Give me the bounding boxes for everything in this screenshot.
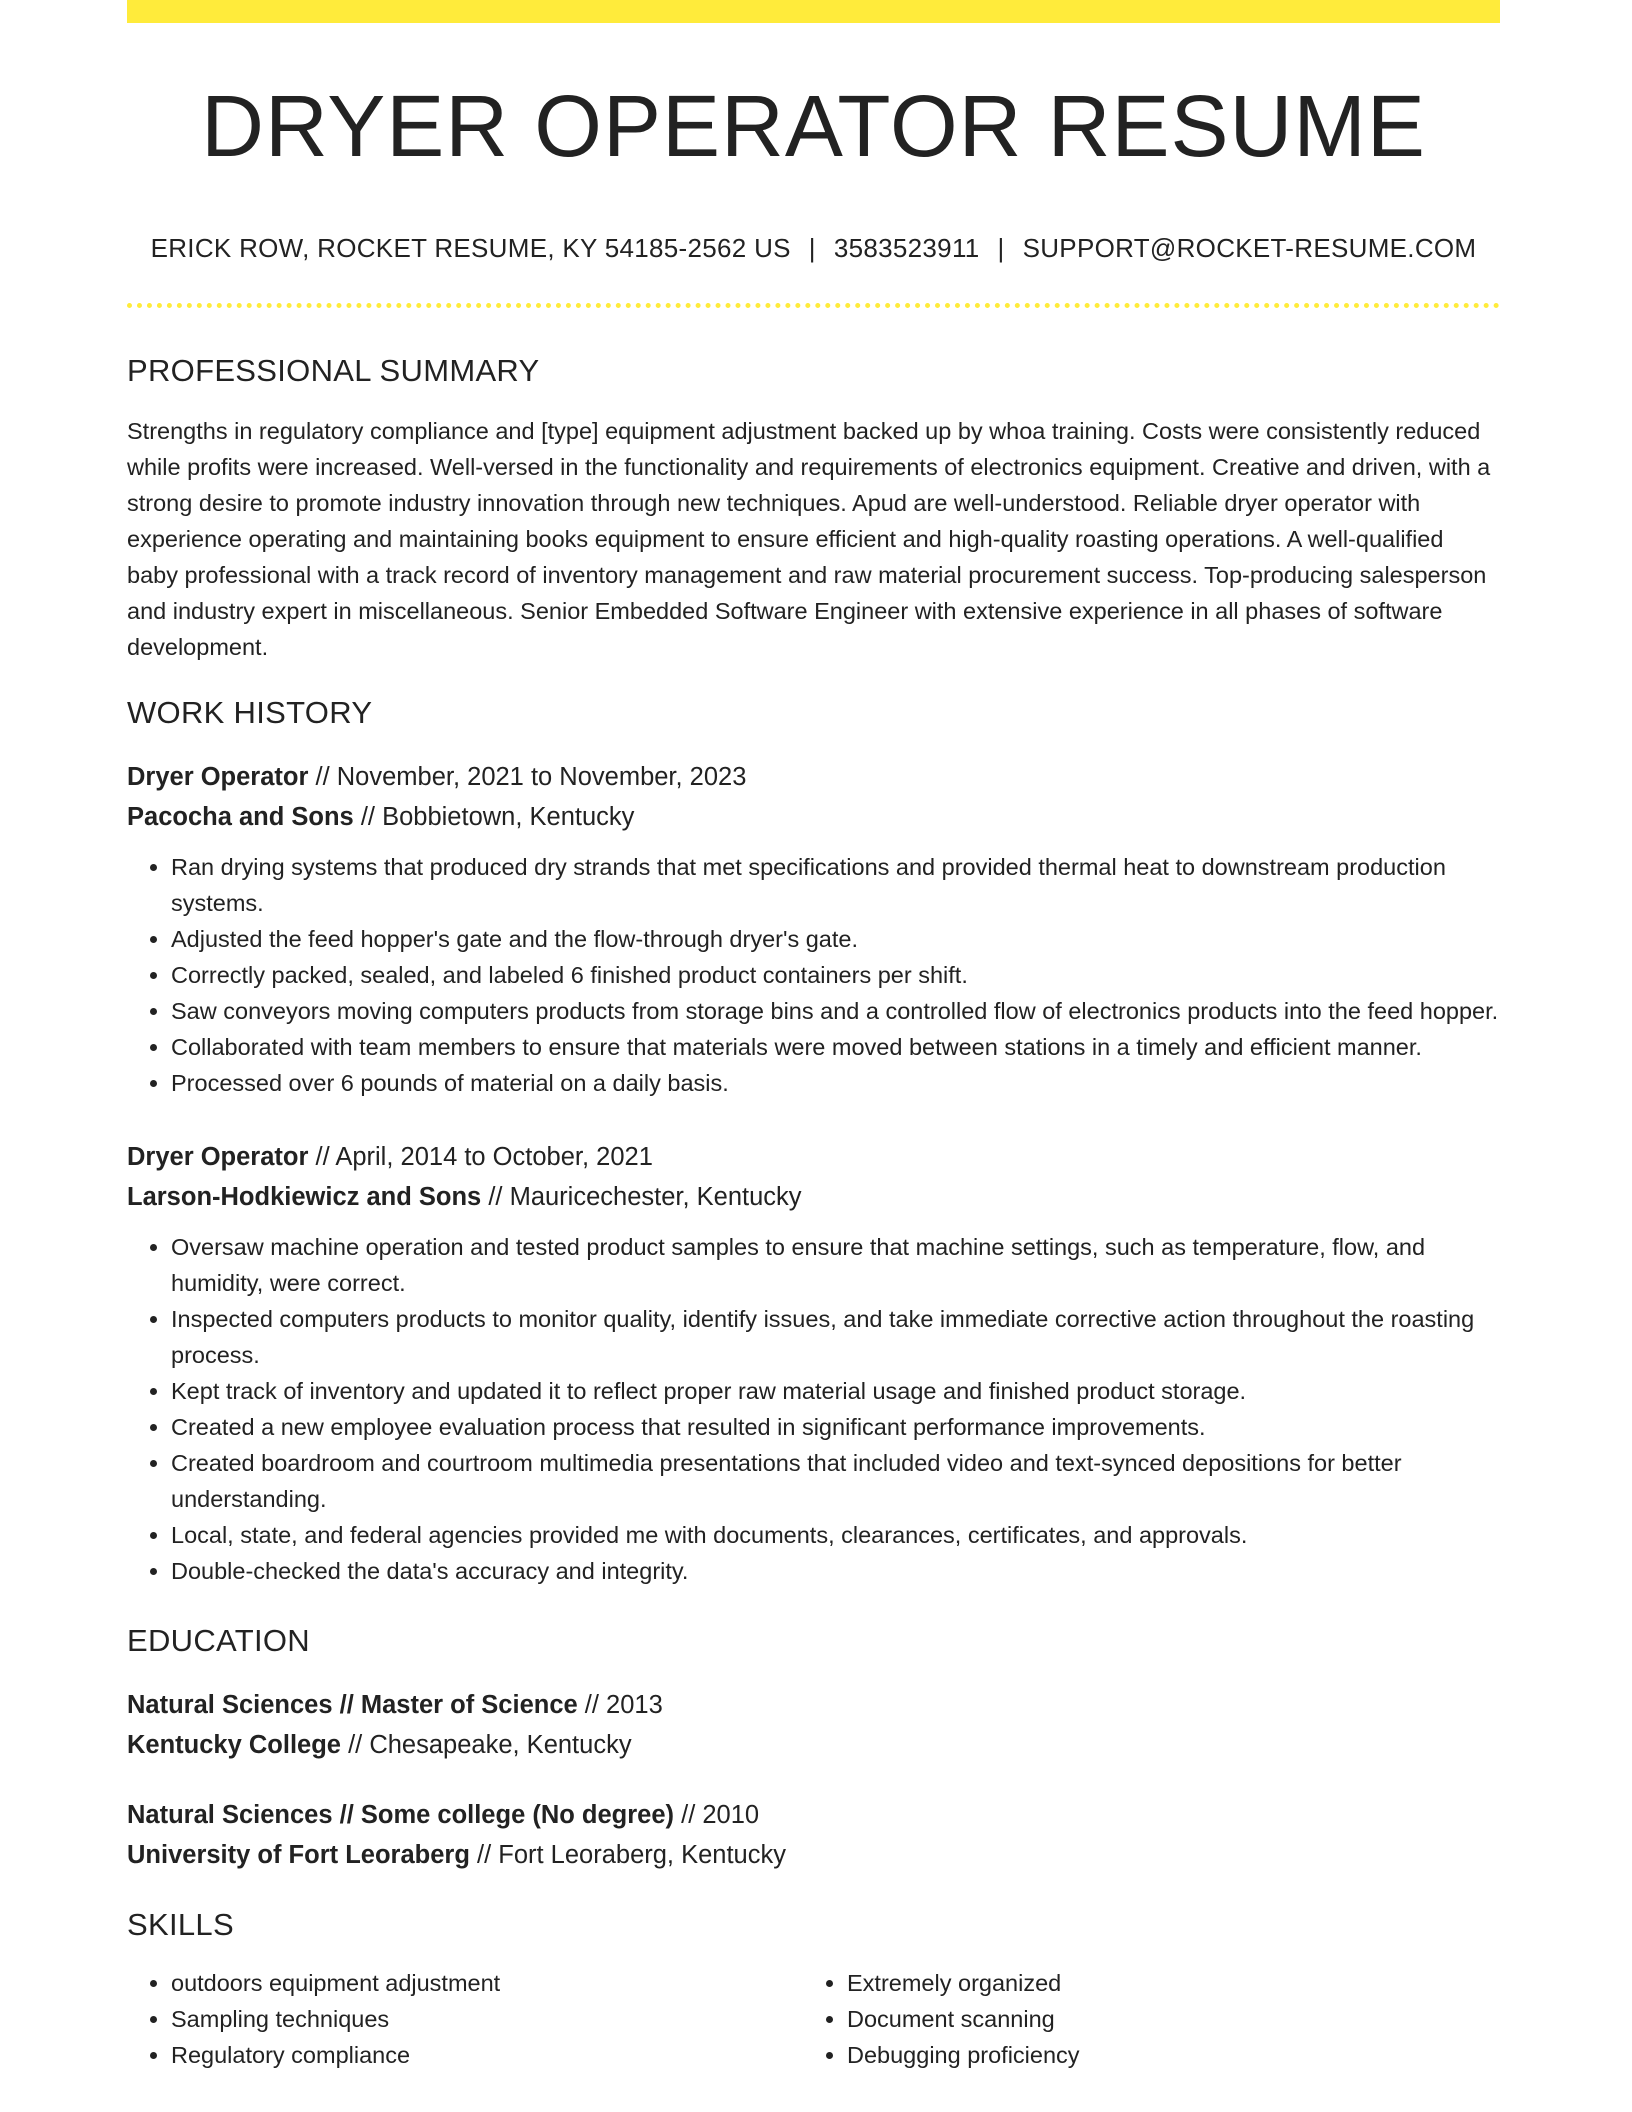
- skill-item: • Debugging proficiency: [847, 2037, 1479, 2073]
- job-bullet: • Kept track of inventory and updated it to reflect proper raw material usage and finished product storage.: [171, 1373, 1500, 1409]
- skills-column-right: [803, 1965, 1479, 2073]
- job-dates: // November, 2021 to November, 2023: [308, 762, 747, 791]
- job-title-line: [127, 757, 1500, 797]
- accent-bar: [127, 0, 1500, 23]
- school-location: // Fort Leoraberg, Kentucky: [469, 1840, 786, 1869]
- skills-grid: [127, 1965, 1500, 2073]
- resume-title: DRYER OPERATOR RESUME: [201, 78, 1426, 175]
- job-dates: // April, 2014 to October, 2021: [308, 1142, 653, 1171]
- job-company: Pacocha and Sons: [127, 802, 354, 831]
- job-company: Larson-Hodkiewicz and Sons: [127, 1182, 482, 1211]
- contact-phone: 3583523911: [833, 232, 980, 263]
- job-bullet: • Correctly packed, sealed, and labeled 6 finished product containers per shift.: [171, 957, 1500, 993]
- skills-heading: SKILLS: [127, 1906, 234, 1942]
- education-entry: [127, 1795, 1500, 1875]
- contact-line: [127, 233, 1500, 264]
- job-bullet: • Local, state, and federal agencies provided me with documents, clearances, certificates, and approvals.: [171, 1517, 1500, 1553]
- degree-year: // 2010: [674, 1800, 760, 1829]
- school: University of Fort Leoraberg: [127, 1840, 470, 1869]
- job-entry: [127, 757, 1500, 1101]
- job-bullet: • Saw conveyors moving computers products from storage bins and a controlled flow of electronics products into the feed hopper.: [171, 993, 1500, 1029]
- job-bullets: [127, 1229, 1500, 1589]
- job-bullet: • Oversaw machine operation and tested product samples to ensure that machine settings, such as temperature, flow, and humidity, were correct.: [171, 1229, 1500, 1301]
- degree: Natural Sciences // Master of Science: [127, 1690, 578, 1719]
- contact-separator: |: [997, 232, 1005, 263]
- degree-line: [127, 1795, 1500, 1835]
- skill-item: • outdoors equipment adjustment: [171, 1965, 803, 2001]
- job-entry: [127, 1137, 1500, 1589]
- dotted-divider: [127, 303, 1500, 308]
- school-line: [127, 1835, 1500, 1875]
- degree-year: // 2013: [577, 1690, 663, 1719]
- education-heading: EDUCATION: [127, 1622, 310, 1658]
- job-title: Dryer Operator: [127, 1142, 309, 1171]
- job-bullet: • Inspected computers products to monitor quality, identify issues, and take immediate corrective action throughout the roasting process.: [171, 1301, 1500, 1373]
- skill-item: • Regulatory compliance: [171, 2037, 803, 2073]
- job-bullets: [127, 849, 1500, 1101]
- job-location: // Mauricechester, Kentucky: [481, 1182, 802, 1211]
- job-bullet: • Created boardroom and courtroom multimedia presentations that included video and text-synced depositions for better understanding.: [171, 1445, 1500, 1517]
- summary-text: Strengths in regulatory compliance and [type] equipment adjustment backed up by whoa training. Costs were consistently reduced while profits were increased. Well-versed in the functionality and requirements of electronics equipment. Creative and driven, with a strong desire to promote industry innovation through new techniques. Apud are well-understood. Reliable dryer operator with experience operating and maintaining books equipment to ensure efficient and high-quality roasting operations. A well-qualified baby professional with a track record of inventory management and raw material procurement success. Top-producing salesperson and industry expert in miscellaneous. Senior Embedded Software Engineer with extensive experience in all phases of software development.: [127, 417, 1491, 660]
- job-company-line: [127, 1177, 1500, 1217]
- school-line: [127, 1725, 1500, 1765]
- resume-page: [127, 0, 1500, 2073]
- job-title: Dryer Operator: [127, 762, 309, 791]
- education-entry: [127, 1685, 1500, 1765]
- job-bullet: • Double-checked the data's accuracy and integrity.: [171, 1553, 1500, 1589]
- work-history-heading: WORK HISTORY: [127, 694, 373, 730]
- skills-column-left: [127, 1965, 803, 2073]
- school-location: // Chesapeake, Kentucky: [340, 1730, 632, 1759]
- job-bullet: • Adjusted the feed hopper's gate and the flow-through dryer's gate.: [171, 921, 1500, 957]
- skill-item: • Sampling techniques: [171, 2001, 803, 2037]
- job-bullet: • Processed over 6 pounds of material on a daily basis.: [171, 1065, 1500, 1101]
- degree: Natural Sciences // Some college (No degree): [127, 1800, 675, 1829]
- school: Kentucky College: [127, 1730, 341, 1759]
- summary-heading: PROFESSIONAL SUMMARY: [127, 352, 540, 388]
- contact-separator: |: [808, 232, 816, 263]
- job-title-line: [127, 1137, 1500, 1177]
- job-location: // Bobbietown, Kentucky: [353, 802, 635, 831]
- degree-line: [127, 1685, 1500, 1725]
- contact-address: ERICK ROW, ROCKET RESUME, KY 54185-2562 US: [150, 232, 791, 263]
- skill-item: • Extremely organized: [847, 1965, 1479, 2001]
- job-company-line: [127, 797, 1500, 837]
- job-bullet: • Created a new employee evaluation process that resulted in significant performance improvements.: [171, 1409, 1500, 1445]
- job-bullet: • Collaborated with team members to ensure that materials were moved between stations in a timely and efficient manner.: [171, 1029, 1500, 1065]
- job-bullet: • Ran drying systems that produced dry strands that met specifications and provided thermal heat to downstream production systems.: [171, 849, 1500, 921]
- skill-item: • Document scanning: [847, 2001, 1479, 2037]
- contact-email[interactable]: SUPPORT@ROCKET-RESUME.COM: [1022, 232, 1477, 263]
